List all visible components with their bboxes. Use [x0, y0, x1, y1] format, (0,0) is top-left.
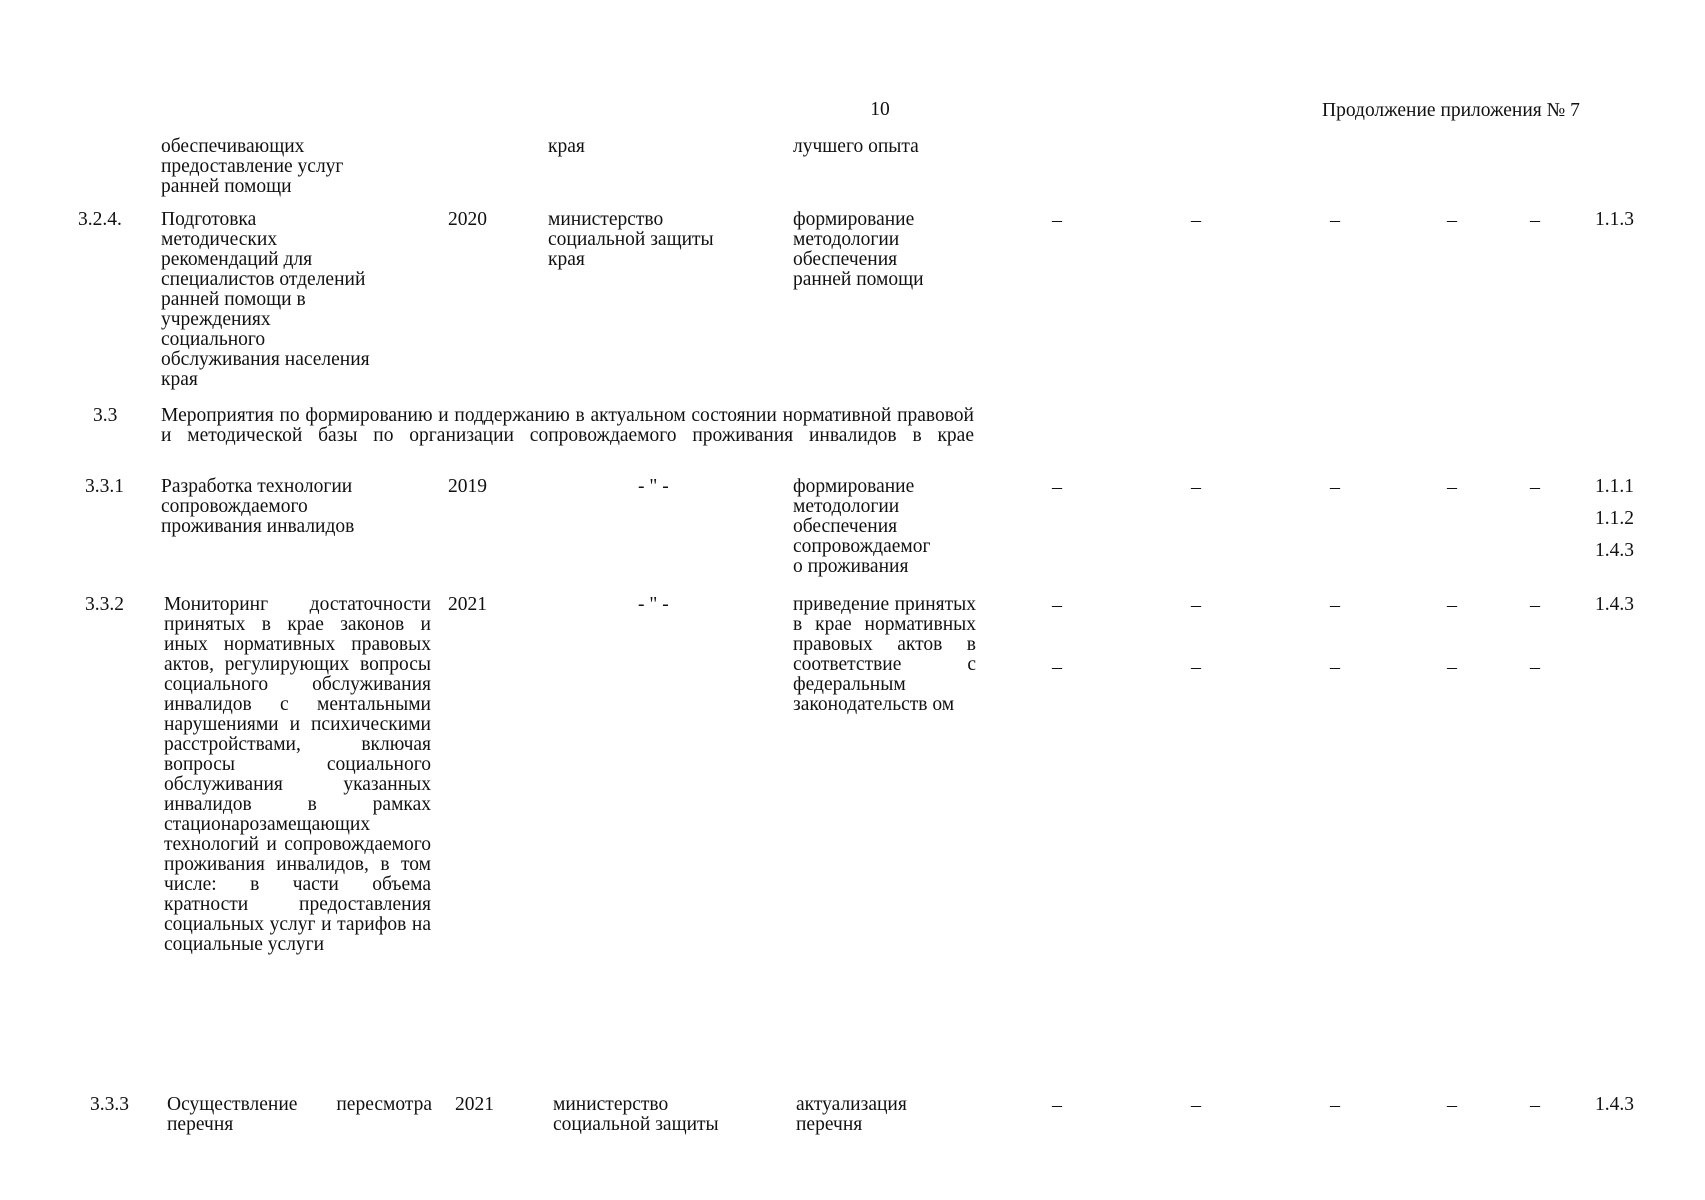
indicator-extra-1: – [1052, 656, 1062, 678]
carryover-executor: края [548, 136, 585, 157]
row-description: Мониторинг достаточности принятых в крае законов и иных нормативных правовых актов, регулирующих вопросы социального обслуживания инвалидов с ментальными нарушениями и психическими расстройствами, включая вопросы социального обслуживания указанных инвалидов в рамках стационарозамещающих технологий и сопровождаемого проживания инвалидов, в том числе: в части объема кратности предоставления социальных услуг и тарифов на социальные услуги [164, 594, 431, 955]
indicator-3: – [1330, 594, 1340, 616]
indicator-1: – [1052, 1094, 1062, 1116]
row-ref: 1.4.3 [1595, 1094, 1634, 1115]
indicator-extra-2: – [1191, 656, 1201, 678]
indicator-4: – [1447, 209, 1457, 231]
row-ref: 1.4.3 [1595, 594, 1634, 615]
row-id: 3.3.3 [90, 1094, 129, 1115]
indicator-3: – [1330, 476, 1340, 498]
indicator-5: – [1530, 209, 1540, 231]
indicator-4: – [1447, 476, 1457, 498]
indicator-4: – [1447, 1094, 1457, 1116]
indicator-5: – [1530, 476, 1540, 498]
indicator-1: – [1052, 594, 1062, 616]
indicator-extra-4: – [1447, 656, 1457, 678]
indicator-2: – [1191, 1094, 1201, 1116]
row-ref: 1.1.1 [1595, 476, 1634, 497]
indicator-2: – [1191, 209, 1201, 231]
row-result: формирование методологии обеспечения сопровождаемог о проживания [793, 476, 931, 577]
row-ref: 1.4.3 [1595, 540, 1634, 561]
row-id: 3.3.2 [85, 594, 124, 615]
row-id: 3.3.1 [85, 476, 124, 497]
row-executor: - " - [638, 594, 669, 615]
row-year: 2021 [448, 594, 487, 615]
indicator-2: – [1191, 594, 1201, 616]
row-description: Осуществление пересмотра перечня [167, 1094, 432, 1135]
row-executor: министерство социальной защиты края [548, 209, 714, 270]
section-title: Мероприятия по формированию и поддержанию в актуальном состоянии нормативной правовой и методической базы по организации сопровождаемого проживания инвалидов в крае [161, 405, 974, 446]
indicator-5: – [1530, 1094, 1540, 1116]
carryover-result: лучшего опыта [793, 136, 919, 157]
row-result: приведение принятых в крае нормативных правовых актов в соответствие с федеральным законодательств ом [793, 594, 976, 715]
row-id: 3.2.4. [78, 209, 122, 230]
row-result: актуализация перечня [796, 1094, 907, 1135]
row-result: формирование методологии обеспечения ранней помощи [793, 209, 924, 290]
indicator-extra-3: – [1330, 656, 1340, 678]
indicator-extra-5: – [1530, 656, 1540, 678]
section-id: 3.3 [93, 405, 118, 426]
row-executor: министерство социальной защиты [553, 1094, 719, 1135]
row-executor: - " - [638, 476, 669, 497]
indicator-5: – [1530, 594, 1540, 616]
indicator-1: – [1052, 209, 1062, 231]
continuation-note: Продолжение приложения № 7 [1322, 100, 1580, 121]
row-description: Подготовка методических рекомендаций для специалистов отделений ранней помощи в учреждениях социального обслуживания населения края [161, 209, 370, 390]
indicator-2: – [1191, 476, 1201, 498]
indicator-3: – [1330, 209, 1340, 231]
page-number: 10 [870, 99, 890, 120]
indicator-3: – [1330, 1094, 1340, 1116]
row-ref: 1.1.3 [1595, 209, 1634, 230]
carryover-description: обеспечивающих предоставление услуг ранней помощи [161, 136, 344, 197]
row-ref: 1.1.2 [1595, 508, 1634, 529]
row-year: 2020 [448, 209, 487, 230]
row-description: Разработка технологии сопровождаемого проживания инвалидов [161, 476, 355, 537]
row-year: 2021 [455, 1094, 494, 1115]
indicator-4: – [1447, 594, 1457, 616]
row-year: 2019 [448, 476, 487, 497]
indicator-1: – [1052, 476, 1062, 498]
